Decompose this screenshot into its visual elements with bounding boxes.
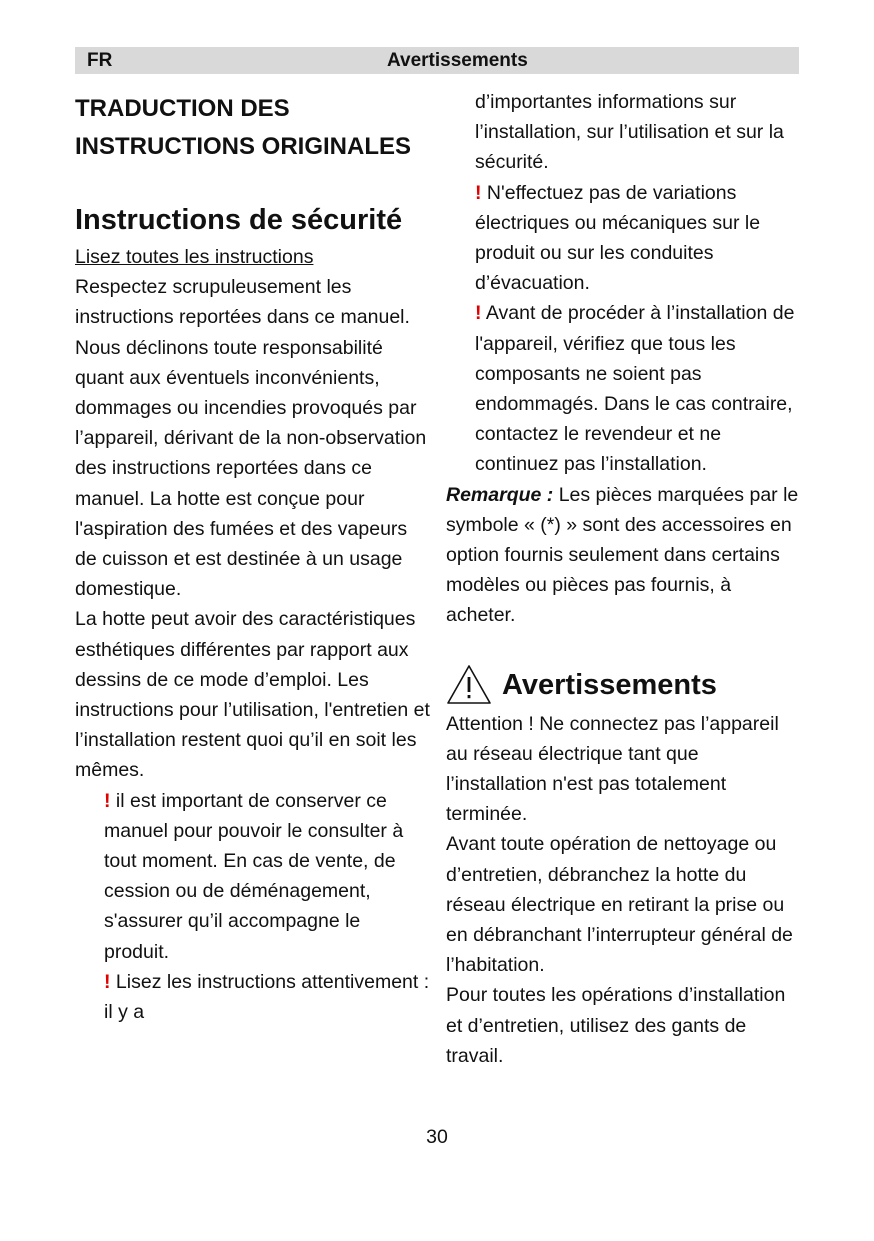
section-title: Avertissements: [387, 50, 528, 71]
warning-bullet: ! N'effectuez pas de variations électriques ou mécaniques sur le produit ou sur les conduites d’évacuation.: [475, 181, 761, 295]
exclamation-icon: !: [104, 789, 111, 812]
page-number: 30: [426, 1126, 448, 1148]
page-header: [75, 47, 799, 74]
exclamation-icon: !: [475, 181, 482, 204]
remark-label: Remarque :: [446, 483, 554, 506]
warnings-heading: Avertissements: [446, 663, 801, 705]
paragraph: Respectez scrupuleusement les instructions reportées dans ce manuel. Nous déclinons toute responsabilité quant aux éventuels inconvénients, dommages ou incendies provoqués par l’appareil, dérivant de la non-observation des instructions reportées dans ce manuel. La hotte est conçue pour l'aspiration des fumées et des vapeurs de cuisson et est destinée à un usage domestique.: [75, 276, 427, 601]
right-column: [446, 87, 801, 1071]
warning-bullet: ! il est important de conserver ce manuel pour pouvoir le consulter à tout moment. En cas de vente, de cession ou de déménagement, s'assurer qu’il accompagne le produit.: [104, 789, 404, 963]
read-all-subheading: Lisez toutes les instructions: [75, 246, 314, 268]
paragraph: Pour toutes les opérations d’installation et d’entretien, utilisez des gants de travail.: [446, 984, 786, 1067]
warning-bullet: ! Avant de procéder à l’installation de l'appareil, vérifiez que tous les composants ne soient pas endommagés. Dans le cas contraire, contactez le revendeur et ne continuez pas l’installation.: [475, 302, 795, 476]
language-label: FR: [87, 50, 113, 71]
exclamation-icon: !: [475, 302, 482, 325]
bullet-continuation: d’importantes informations sur l’installation, sur l’utilisation et sur la sécurité.: [475, 91, 784, 174]
paragraph: Attention ! Ne connectez pas l’appareil au réseau électrique tant que l’installation n'est pas totalement terminée.: [446, 712, 779, 826]
left-column: [75, 90, 430, 1027]
paragraph: Avant toute opération de nettoyage ou d’entretien, débranchez la hotte du réseau électrique en retirant la prise ou en débranchant l’interrupteur général de l’habitation.: [446, 833, 793, 977]
remark: Remarque : Les pièces marquées par le symbole « (*) » sont des accessoires en option fournis seulement dans certains modèles ou pièces pas fournis, à acheter.: [446, 483, 799, 627]
exclamation-icon: !: [104, 970, 111, 993]
safety-heading: Instructions de sécurité: [75, 204, 403, 236]
warning-triangle-icon: [446, 663, 492, 705]
paragraph: La hotte peut avoir des caractéristiques esthétiques différentes par rapport aux dessins de ce mode d’emploi. Les instructions pour l’utilisation, l'entretien et l’installation restent quoi qu’il en soit les mêmes.: [75, 608, 430, 782]
warning-bullet: ! Lisez les instructions attentivement : il y a: [104, 970, 430, 1024]
document-title: TRADUCTION DES INSTRUCTIONS ORIGINALES: [75, 95, 412, 160]
